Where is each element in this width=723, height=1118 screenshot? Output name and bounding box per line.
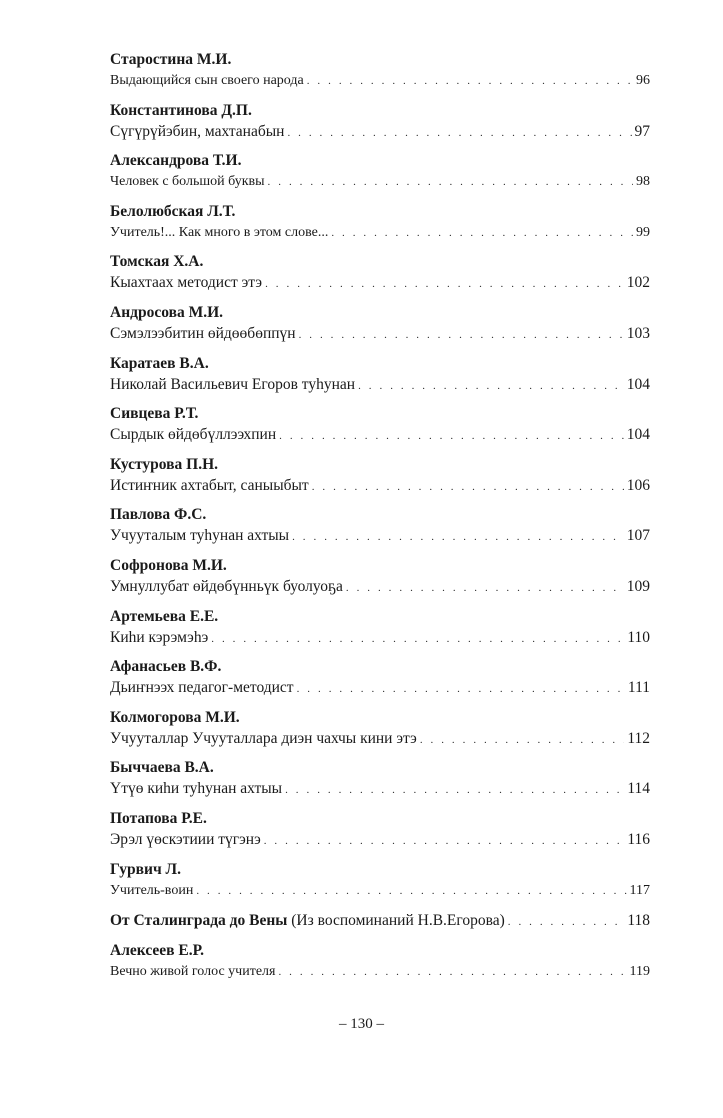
- toc-entry-line: [110, 627, 650, 648]
- toc-entry-title: Учууталлар Учууталлара диэн чахчы кини этэ: [110, 729, 417, 747]
- toc-entry-line: [110, 880, 650, 901]
- leader-dots: [196, 881, 626, 902]
- toc-entry: [110, 758, 650, 799]
- toc-entry-author: Павлова Ф.С.: [110, 506, 207, 524]
- toc-entries: [110, 50, 650, 901]
- toc-entry-line: [110, 525, 650, 546]
- table-of-contents: [110, 50, 650, 991]
- toc-entry-special: [110, 910, 650, 931]
- page-number: – 130 –: [339, 1016, 384, 1032]
- toc-entry-title: Үтүө киһи туһунан ахтыы: [110, 780, 283, 798]
- toc-entry-page: 114: [627, 780, 650, 798]
- toc-entry-author: Старостина М.И.: [110, 51, 232, 68]
- toc-entry-line: [110, 576, 650, 597]
- toc-entry-line: [110, 778, 650, 799]
- toc-entry-page: 118: [627, 912, 650, 930]
- toc-entry: [110, 151, 650, 192]
- leader-dots: [279, 426, 624, 447]
- toc-entry: [110, 354, 650, 395]
- toc-entry-author: Каратаев В.А.: [110, 354, 209, 372]
- toc-entry-author: Быччаева В.А.: [110, 759, 214, 777]
- toc-entry: [110, 303, 650, 344]
- leader-dots: [297, 679, 625, 700]
- leader-dots: [307, 71, 633, 92]
- toc-entry-line: [110, 121, 650, 142]
- toc-entry-author: Гурвич Л.: [110, 860, 181, 878]
- toc-entry-title: Эрэл үөскэтиии түгэнэ: [110, 830, 261, 848]
- toc-entry-page: 104: [626, 375, 650, 393]
- leader-dots: [211, 629, 624, 650]
- toc-entry-page: 102: [626, 274, 650, 292]
- toc-entry-line: [110, 910, 650, 931]
- toc-entry-page: 104: [626, 426, 650, 444]
- leader-dots: [346, 578, 624, 599]
- toc-entry-title: Выдающийся сын своего народа: [110, 73, 304, 88]
- toc-entry-title: Учитель-воин: [110, 882, 194, 898]
- leader-dots: [312, 477, 624, 498]
- leader-dots: [331, 223, 633, 244]
- toc-entry-line: [110, 961, 650, 982]
- toc-entry-line: [110, 677, 650, 698]
- toc-entry-line: [110, 272, 650, 293]
- toc-entry-author: Белолюбская Л.Т.: [110, 202, 236, 220]
- toc-entry-line: [110, 323, 650, 344]
- toc-entry-title: Умнуллубат өйдөбүнньүк буолуоҕа: [110, 577, 343, 595]
- toc-entry-title: Киһи кэрэмэһэ: [110, 628, 209, 646]
- leader-dots: [299, 325, 624, 346]
- toc-entry-page: 96: [636, 73, 650, 88]
- toc-entry-page: 97: [634, 122, 650, 140]
- toc-entry: [110, 252, 650, 293]
- toc-entry-author: Андросова М.И.: [110, 303, 224, 321]
- toc-entry-title: Сэмэлээбитин өйдөөбөппүн: [110, 324, 296, 342]
- toc-entry-author: Сивцева Р.Т.: [110, 405, 199, 423]
- toc-entry-title-bold: От Сталинграда до Вены: [110, 912, 288, 930]
- leader-dots: [292, 527, 624, 548]
- leader-dots: [287, 123, 631, 144]
- toc-entry-page: 106: [626, 476, 650, 494]
- toc-entry-page: 110: [627, 628, 650, 646]
- toc-entry-author: Алексеев Е.Р.: [110, 941, 205, 959]
- toc-entry: [110, 404, 650, 445]
- toc-entry-title-note: (Из воспоминаний Н.В.Егорова): [287, 912, 505, 930]
- toc-entry-title: [110, 910, 505, 931]
- toc-entry-author: Кустурова П.Н.: [110, 455, 219, 473]
- toc-entry-author: Александрова Т.И.: [110, 152, 242, 170]
- toc-entry-author: Софронова М.И.: [110, 556, 227, 574]
- toc-entry: [110, 455, 650, 496]
- toc-entry-title: Человек с большой буквы: [110, 174, 265, 190]
- toc-entry-page: 99: [636, 224, 650, 240]
- toc-entry-page: 119: [629, 963, 650, 979]
- leader-dots: [420, 730, 624, 751]
- toc-entry: [110, 202, 650, 243]
- toc-entry: [110, 708, 650, 749]
- toc-entry-line: [110, 728, 650, 749]
- toc-entry-title: Истиҥник ахтабыт, саныыбыт: [110, 476, 309, 494]
- toc-entry-page: 116: [627, 830, 650, 848]
- leader-dots: [265, 274, 624, 295]
- toc-entry-page: 112: [627, 729, 650, 747]
- toc-entry-author: Потапова Р.Е.: [110, 809, 207, 827]
- toc-entry-author: Афанасьев В.Ф.: [110, 658, 222, 676]
- toc-entry-line: [110, 374, 650, 395]
- toc-entry-line: [110, 424, 650, 445]
- toc-entry-page: 103: [626, 324, 650, 342]
- toc-entry-line: [110, 171, 650, 192]
- toc-entry-line: [110, 475, 650, 496]
- toc-entry-line: [110, 829, 650, 850]
- toc-entry: [110, 50, 650, 91]
- toc-entry-page: 98: [636, 174, 650, 190]
- leader-dots: [285, 780, 624, 801]
- leader-dots: [264, 831, 625, 852]
- toc-entry-title: Кыахтаах методист этэ: [110, 274, 263, 292]
- toc-entry: [110, 809, 650, 850]
- toc-entry-title: Сүгүрүйэбин, махтанабын: [110, 122, 285, 140]
- toc-entry: [110, 101, 650, 142]
- toc-entry-title: Сырдык өйдөбүллээхпин: [110, 426, 277, 444]
- toc-entry-title: Дьиҥнээх педагог-методист: [110, 679, 294, 697]
- toc-entry-line: [110, 70, 650, 91]
- toc-entry-page: 107: [626, 527, 650, 545]
- toc-entry-title: Вечно живой голос учителя: [110, 963, 276, 979]
- toc-entry-line: [110, 222, 650, 243]
- toc-entry: [110, 657, 650, 698]
- toc-entry-author: Артемьева Е.Е.: [110, 607, 219, 625]
- toc-entry-title: Николай Васильевич Егоров туһунан: [110, 375, 356, 393]
- toc-entry: [110, 556, 650, 597]
- toc-entry: [110, 505, 650, 546]
- toc-entry-author: Колмогорова М.И.: [110, 708, 240, 726]
- leader-dots: [268, 172, 633, 193]
- toc-entry-author: Томская Х.А.: [110, 253, 204, 271]
- toc-entry-last: [110, 941, 650, 982]
- toc-entry-page: 111: [627, 679, 650, 697]
- toc-entry: [110, 860, 650, 901]
- leader-dots: [508, 912, 625, 933]
- leader-dots: [278, 962, 626, 983]
- toc-entry-title: Учууталым туһунан ахтыы: [110, 527, 290, 545]
- toc-entry-title: Учитель!... Как много в этом слове...: [110, 224, 329, 240]
- toc-entry-author: Константинова Д.П.: [110, 101, 252, 119]
- leader-dots: [358, 376, 624, 397]
- toc-entry: [110, 607, 650, 648]
- toc-entry-page: 109: [626, 577, 650, 595]
- toc-entry-page: 117: [629, 882, 650, 898]
